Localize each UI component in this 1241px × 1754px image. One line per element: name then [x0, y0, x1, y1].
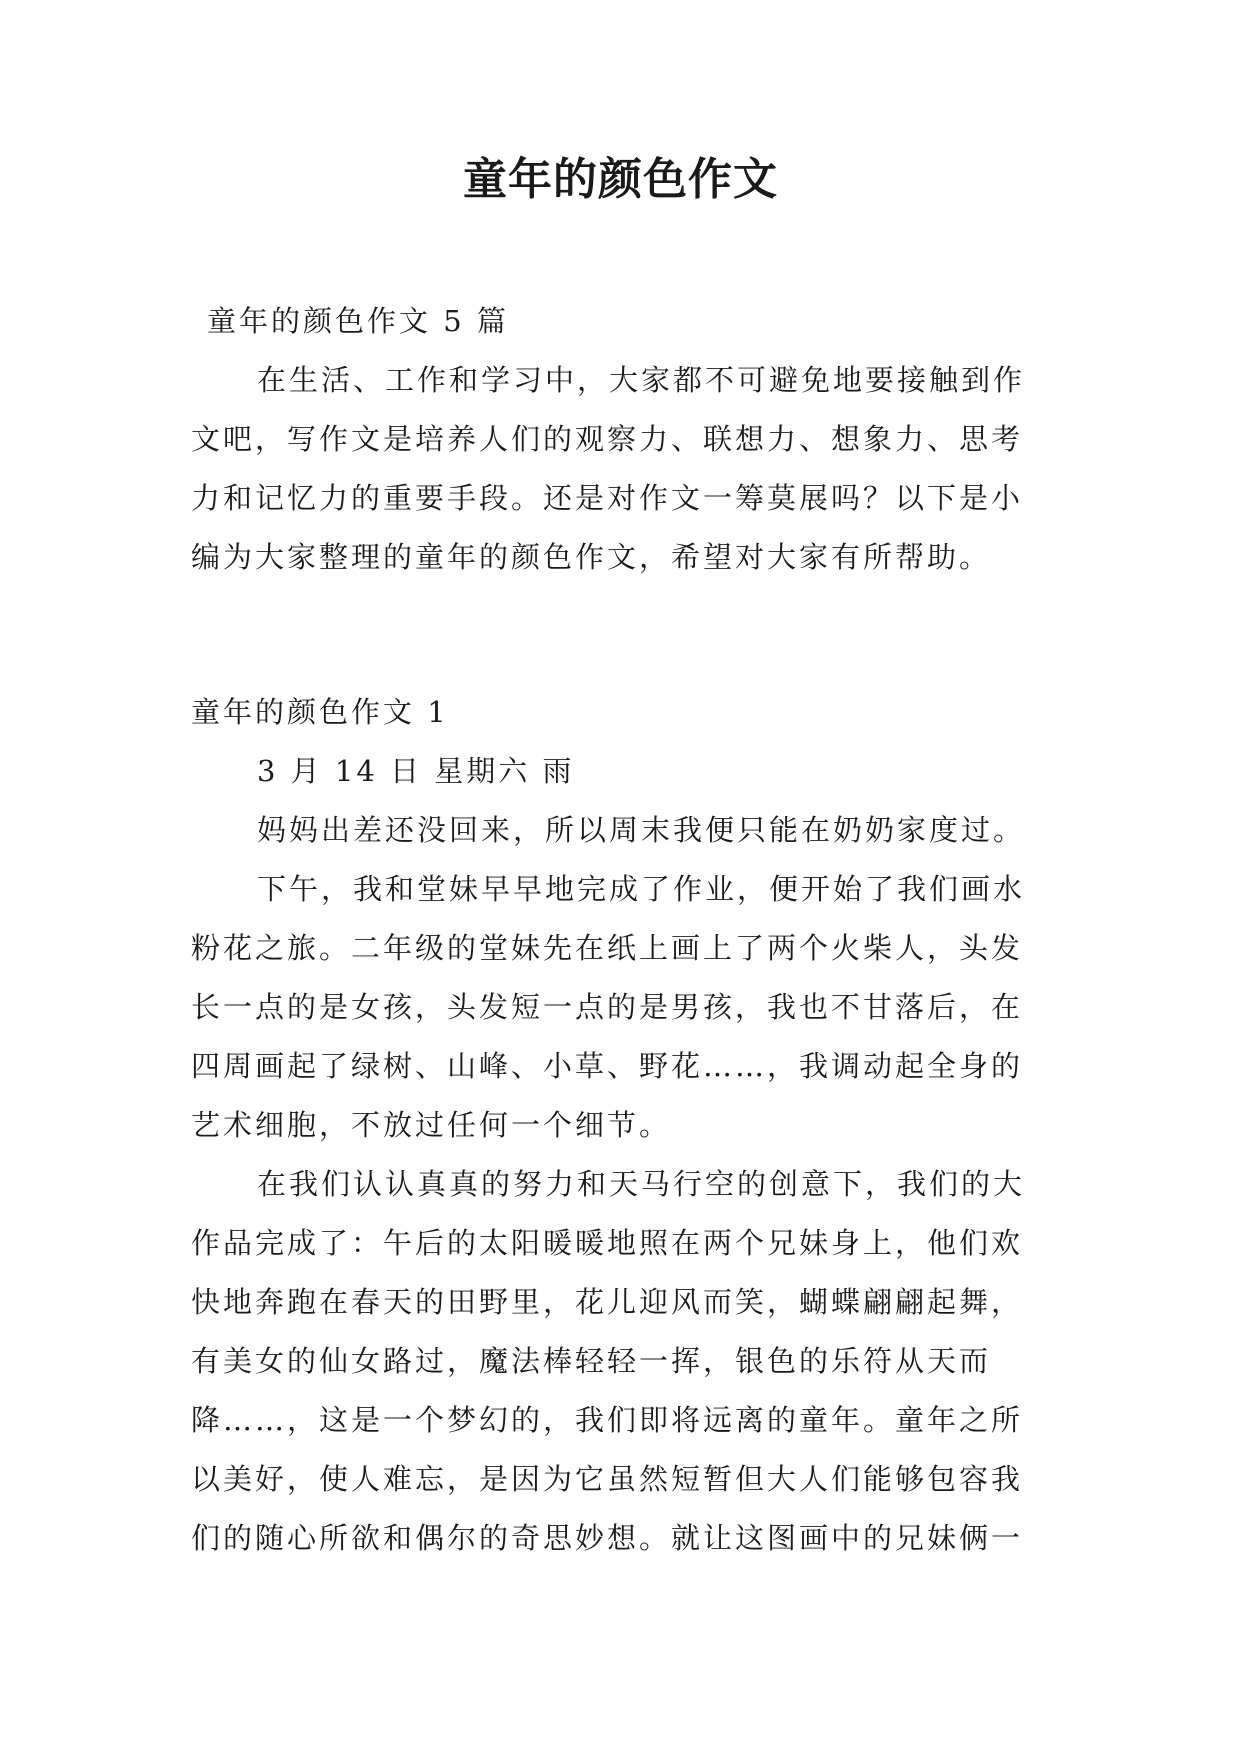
- paragraph-line: 四周画起了绿树、山峰、小草、野花……，我调动起全身的: [191, 1049, 1024, 1083]
- paragraph-line: 在生活、工作和学习中，大家都不可避免地要接触到作: [257, 363, 1026, 397]
- paragraph-line: 们的随心所欲和偶尔的奇思妙想。就让这图画中的兄妹俩一: [191, 1521, 1024, 1555]
- section-heading: 童年的颜色作文 1: [191, 695, 449, 729]
- paragraph-line: 力和记忆力的重要手段。还是对作文一筹莫展吗？以下是小: [191, 481, 1024, 515]
- document-title: 童年的颜色作文: [463, 154, 778, 205]
- paragraph-line: 编为大家整理的童年的颜色作文，希望对大家有所帮助。: [191, 540, 992, 574]
- paragraph-line: 以美好，使人难忘，是因为它虽然短暂但大人们能够包容我: [191, 1462, 1024, 1496]
- paragraph-line: 在我们认认真真的努力和天马行空的创意下，我们的大: [257, 1167, 1026, 1201]
- paragraph-line: 妈妈出差还没回来，所以周末我便只能在奶奶家度过。: [257, 813, 1026, 847]
- section-spacer: [191, 587, 1071, 683]
- document-body: [191, 292, 1071, 1568]
- paragraph-line: 粉花之旅。二年级的堂妹先在纸上画上了两个火柴人，头发: [191, 931, 1024, 965]
- date-line: 3 月 14 日 星期六 雨: [257, 754, 575, 788]
- intro-heading: 童年的颜色作文 5 篇: [207, 304, 509, 338]
- paragraph-line: 长一点的是女孩，头发短一点的是男孩，我也不甘落后，在: [191, 990, 1024, 1024]
- paragraph-line: 作品完成了：午后的太阳暖暖地照在两个兄妹身上，他们欢: [191, 1226, 1024, 1260]
- paragraph-line: 降……，这是一个梦幻的，我们即将远离的童年。童年之所: [191, 1403, 1024, 1437]
- paragraph-line: 文吧，写作文是培养人们的观察力、联想力、想象力、思考: [191, 422, 1024, 456]
- paragraph-line: 艺术细胞，不放过任何一个细节。: [191, 1108, 672, 1142]
- paragraph-line: 下午，我和堂妹早早地完成了作业，便开始了我们画水: [257, 872, 1026, 906]
- paragraph-line: 快地奔跑在春天的田野里，花儿迎风而笑，蝴蝶翩翩起舞，: [191, 1285, 1024, 1319]
- paragraph-line: 有美女的仙女路过，魔法棒轻轻一挥，银色的乐符从天而: [191, 1344, 992, 1378]
